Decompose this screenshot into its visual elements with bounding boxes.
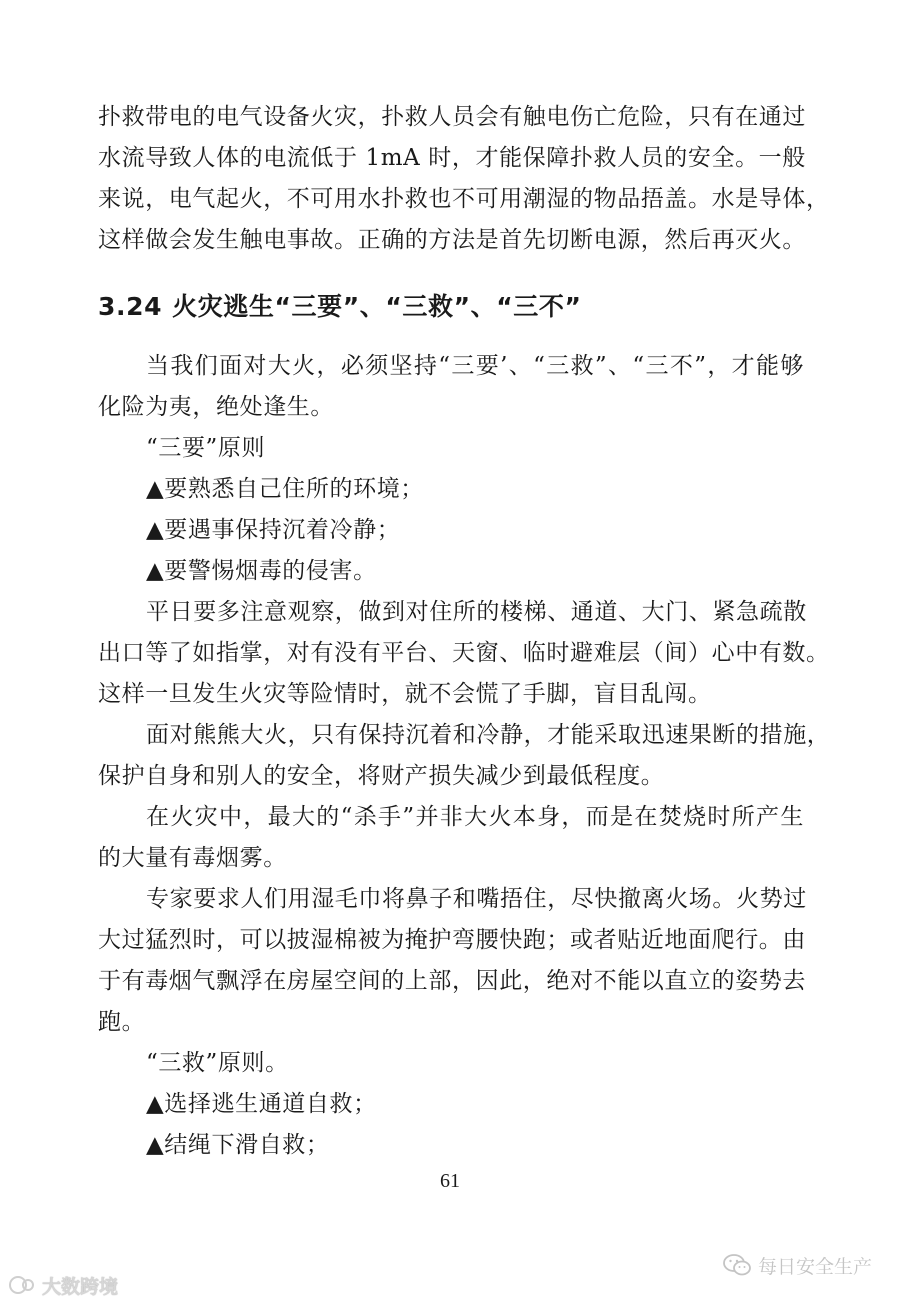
- paragraph-electrical-fire: [98, 97, 830, 261]
- watermark-wechat: [722, 1250, 872, 1280]
- bullet-item: ▲要警惕烟毒的侵害。: [146, 558, 377, 584]
- text-line: 这样做会发生触电事故。正确的方法是首先切断电源，然后再灭火。: [98, 227, 806, 253]
- section-number: 3.24: [98, 292, 163, 321]
- text-line: 在火灾中，最大的“杀手”并非大火本身，而是在焚烧时所产生: [146, 804, 804, 830]
- section-heading: [98, 286, 804, 328]
- text-line: 水流导致人体的电流低于 1mA 时，才能保障扑救人员的安全。一般: [98, 145, 806, 171]
- subheading-three-rescues: “三救”原则。: [146, 1050, 289, 1076]
- text-line: 跑。: [98, 1009, 146, 1035]
- watermark-right-text: 每日安全生产: [757, 1255, 872, 1278]
- bullet-item: ▲要熟悉自己住所的环境；: [146, 476, 424, 502]
- text-line: 出口等了如指掌，对有没有平台、天窗、临时避难层（间）心中有数。: [98, 640, 830, 666]
- subheading-three-musts: “三要”原则: [146, 435, 266, 461]
- bullet-item: ▲选择逃生通道自救；: [146, 1091, 377, 1117]
- text-line: 面对熊熊大火，只有保持沉着和冷静，才能采取迅速果断的措施，: [146, 722, 831, 748]
- watermark-brand: [8, 1270, 118, 1300]
- text-line: 来说，电气起火，不可用水扑救也不可用潮湿的物品捂盖。水是导体，: [98, 186, 830, 212]
- bullet-item: ▲结绳下滑自救；: [146, 1132, 330, 1158]
- section-title: 火灾逃生“三要”、“三救”、“三不”: [172, 292, 582, 321]
- section-body: [98, 346, 831, 1166]
- text-line: 于有毒烟气飘浮在房屋空间的上部，因此，绝对不能以直立的姿势去: [98, 968, 806, 994]
- text-line: 扑救带电的电气设备火灾，扑救人员会有触电伤亡危险，只有在通过: [98, 104, 806, 130]
- text-line: 这样一旦发生火灾等险情时，就不会慌了手脚，盲目乱闯。: [98, 681, 712, 707]
- chat-bubble-icon: [8, 1273, 38, 1297]
- page-number: 61: [440, 1170, 460, 1192]
- bullet-item: ▲要遇事保持沉着冷静；: [146, 517, 401, 543]
- text-line: 大过猛烈时，可以披湿棉被为掩护弯腰快跑；或者贴近地面爬行。由: [98, 927, 806, 953]
- text-line: 当我们面对大火，必须坚持“三要’、“三救”、“三不”，才能够: [146, 353, 804, 379]
- text-line: 的大量有毒烟雾。: [98, 845, 287, 871]
- wechat-icon: [722, 1253, 752, 1277]
- text-line: 保护自身和别人的安全，将财产损失减少到最低程度。: [98, 763, 665, 789]
- text-line: 化险为夷，绝处逢生。: [98, 394, 334, 420]
- watermark-left-text: 大数跨境: [42, 1275, 119, 1298]
- text-line: 专家要求人们用湿毛巾将鼻子和嘴捂住，尽快撤离火场。火势过: [146, 886, 807, 912]
- text-line: 平日要多注意观察，做到对住所的楼梯、通道、大门、紧急疏散: [146, 599, 807, 625]
